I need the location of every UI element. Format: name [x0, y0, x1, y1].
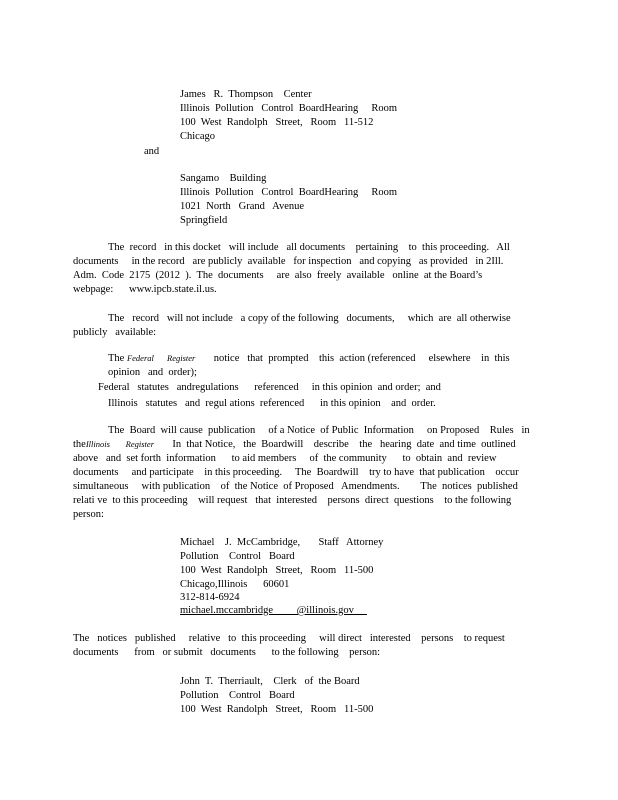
address2-line3: 1021 North Grand Avenue: [180, 201, 305, 212]
clerk-line3: 100 West Randolph Street, Room 11-500: [180, 704, 374, 715]
bullet-1-register: Register: [167, 353, 196, 363]
para3-register: Register: [125, 439, 154, 449]
para3-line1: The Board will cause publication of a Notice of Public Information on Proposed Rules in: [108, 425, 530, 436]
para3-line3: above and set forth information to aid members of the community to obtain and review: [73, 453, 497, 464]
contact-line2: Pollution Control Board: [180, 551, 295, 562]
and-text: and: [144, 146, 160, 157]
para3-line7: person:: [73, 509, 104, 520]
address2-line4: Springfield: [180, 215, 228, 226]
para3-line2: [73, 438, 516, 451]
para1-line4: webpage: www.ipcb.state.il.us.: [73, 284, 217, 295]
contact-line1: Michael J. McCambridge, Staff Attorney: [180, 537, 384, 548]
contact-line3: 100 West Randolph Street, Room 11-500: [180, 565, 374, 576]
contact-line5: 312-814-6924: [180, 592, 240, 603]
contact-line4: Chicago,Illinois 60601: [180, 579, 290, 590]
para3-line2-pre: the: [73, 439, 86, 450]
para1-line3: Adm. Code 2175 (2012 ). The documents are also freely available online at the Board’s: [73, 270, 483, 281]
para1-line1: The record in this docket will include all documents pertaining to this proceeding. All: [108, 242, 510, 253]
bullet-3-text: Illinois statutes and regul ations referenced in this opinion and order.: [108, 398, 436, 409]
clerk-line1: John T. Therriault, Clerk of the Board: [180, 676, 360, 687]
para4-line1: The notices published relative to this proceeding will direct interested persons to request: [73, 633, 505, 644]
bullet-2-text: Federal statutes andregulations referenced in this opinion and order; and: [98, 382, 441, 393]
bullet-1-federal: Federal: [126, 353, 154, 363]
para4-line2: documents from or submit documents to the following person:: [73, 647, 381, 658]
address1-line2: Illinois Pollution Control BoardHearing Room: [180, 103, 397, 114]
para3-line6: relati ve to this proceeding will request that interested persons direct questions to the following: [73, 495, 512, 506]
para3-illinois: Illinois: [85, 439, 110, 449]
para3-line4: documents and participate in this proceeding. The Boardwill try to have that publication occur: [73, 467, 519, 478]
address2-line2: Illinois Pollution Control BoardHearing Room: [180, 187, 397, 198]
clerk-line2: Pollution Control Board: [180, 690, 295, 701]
address1-line3: 100 West Randolph Street, Room 11-512: [180, 117, 374, 128]
para2-line1: The record will not include a copy of the following documents, which are all otherwise: [108, 313, 511, 324]
bullet-1-line2: opinion and order);: [108, 367, 197, 378]
bullet-1-pre: The: [108, 353, 127, 364]
para1-line2: documents in the record are publicly available for inspection and copying as provided in 2Ill.: [73, 256, 504, 267]
address1-line1: James R. Thompson Center: [180, 89, 312, 100]
bullet-1-text: [108, 352, 510, 365]
bullet-1-post: notice that prompted this action (referenced elsewhere in this: [195, 353, 510, 364]
address1-line4: Chicago: [180, 131, 215, 142]
contact-email-link[interactable]: michael.mccambridge @illinois.gov: [180, 605, 367, 616]
para3-line2-post: In that Notice, the Boardwill describe the hearing date and time outlined: [154, 439, 516, 450]
address2-line1: Sangamo Building: [180, 173, 267, 184]
para2-line2: publicly available:: [73, 327, 157, 338]
para3-line5: simultaneous with publication of the Notice of Proposed Amendments. The notices published: [73, 481, 518, 492]
